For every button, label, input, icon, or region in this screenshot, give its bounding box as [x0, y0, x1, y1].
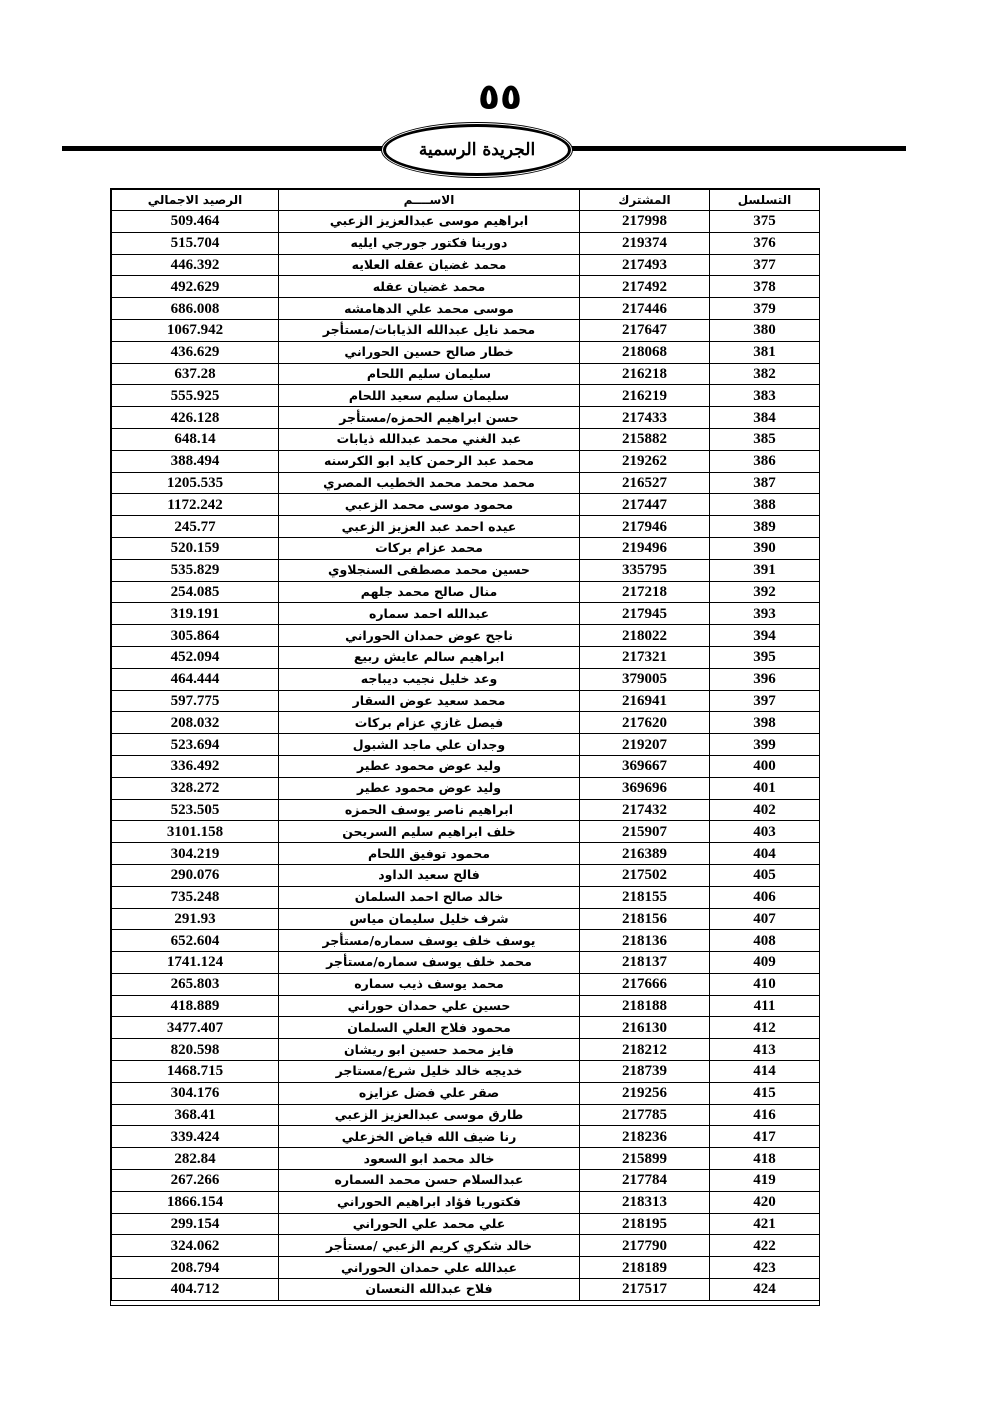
serial-cell: 384: [710, 407, 820, 429]
name-cell: ابراهيم موسى عبدالعزيز الزعبي: [279, 211, 580, 233]
table-row: [112, 232, 820, 254]
serial-cell: 424: [710, 1279, 820, 1301]
name-cell: محمد سعيد عوض السقار: [279, 690, 580, 712]
table-row: [112, 1104, 820, 1126]
serial-cell: 420: [710, 1191, 820, 1213]
name-cell: وليد عوض محمود عطير: [279, 755, 580, 777]
table-row: [112, 603, 820, 625]
table-row: [112, 668, 820, 690]
subscriber-cell: 217647: [580, 319, 710, 341]
subscriber-cell: 219496: [580, 537, 710, 559]
table-body: [112, 211, 820, 1301]
subscriber-cell: 216941: [580, 690, 710, 712]
serial-cell: 405: [710, 864, 820, 886]
table-row: [112, 646, 820, 668]
subscriber-cell: 379005: [580, 668, 710, 690]
balance-cell: 637.28: [112, 363, 279, 385]
balance-cell: 523.694: [112, 734, 279, 756]
table-row: [112, 472, 820, 494]
name-cell: يوسف خلف يوسف سماره/مستأجر: [279, 930, 580, 952]
name-cell: خالد محمد ابو السعود: [279, 1148, 580, 1170]
table-row: [112, 821, 820, 843]
balance-cell: 1172.242: [112, 494, 279, 516]
table-row: [112, 1213, 820, 1235]
subscriber-cell: 217502: [580, 864, 710, 886]
serial-cell: 398: [710, 712, 820, 734]
balance-cell: 492.629: [112, 276, 279, 298]
table-row: [112, 385, 820, 407]
table-row: [112, 1126, 820, 1148]
balance-cell: 1866.154: [112, 1191, 279, 1213]
balance-cell: 254.085: [112, 581, 279, 603]
name-cell: محمد يوسف ذيب سماره: [279, 973, 580, 995]
balance-cell: 299.154: [112, 1213, 279, 1235]
serial-cell: 385: [710, 428, 820, 450]
name-cell: خطار صالح حسين الحوراني: [279, 341, 580, 363]
balance-cell: 388.494: [112, 450, 279, 472]
table-row: [112, 319, 820, 341]
balance-cell: 319.191: [112, 603, 279, 625]
name-cell: رنا ضيف الله فياض الخزعلي: [279, 1126, 580, 1148]
table-header-row: [112, 190, 820, 211]
subscriber-cell: 218155: [580, 886, 710, 908]
balance-cell: 436.629: [112, 341, 279, 363]
subscriber-cell: 217432: [580, 799, 710, 821]
balance-cell: 305.864: [112, 625, 279, 647]
balance-cell: 339.424: [112, 1126, 279, 1148]
name-cell: فيصل غازي عزام بركات: [279, 712, 580, 734]
serial-cell: 400: [710, 755, 820, 777]
table-row: [112, 254, 820, 276]
serial-cell: 390: [710, 537, 820, 559]
name-cell: دورينا فكتور جورجي ايليه: [279, 232, 580, 254]
table-row: [112, 799, 820, 821]
serial-cell: 415: [710, 1082, 820, 1104]
table-row: [112, 886, 820, 908]
balance-cell: 336.492: [112, 755, 279, 777]
balance-cell: 208.032: [112, 712, 279, 734]
serial-cell: 380: [710, 319, 820, 341]
page-number: ٥٥: [478, 77, 522, 118]
name-cell: خالد صالح احمد السلمان: [279, 886, 580, 908]
balance-cell: 555.925: [112, 385, 279, 407]
balance-cell: 304.219: [112, 843, 279, 865]
serial-cell: 409: [710, 952, 820, 974]
subscriber-cell: 217784: [580, 1170, 710, 1192]
name-cell: وعد خليل نجيب ديباجه: [279, 668, 580, 690]
name-cell: فكتوريا فؤاد ابراهيم الحوراني: [279, 1191, 580, 1213]
serial-cell: 381: [710, 341, 820, 363]
serial-cell: 387: [710, 472, 820, 494]
name-cell: سليمان سليم سعيد اللحام: [279, 385, 580, 407]
balance-cell: 597.775: [112, 690, 279, 712]
subscriber-cell: 216218: [580, 363, 710, 385]
balance-cell: 735.248: [112, 886, 279, 908]
balance-cell: 1205.535: [112, 472, 279, 494]
name-cell: عبدالله احمد سماره: [279, 603, 580, 625]
name-cell: حسين علي حمدان حوراني: [279, 995, 580, 1017]
name-cell: شرف خليل سليمان مياس: [279, 908, 580, 930]
table-row: [112, 908, 820, 930]
table-row: [112, 211, 820, 233]
name-cell: محمود موسى محمد الزعبي: [279, 494, 580, 516]
table-row: [112, 1061, 820, 1083]
serial-cell: 423: [710, 1257, 820, 1279]
subscriber-cell: 218236: [580, 1126, 710, 1148]
serial-cell: 408: [710, 930, 820, 952]
balance-cell: 368.41: [112, 1104, 279, 1126]
serial-cell: 389: [710, 516, 820, 538]
table-row: [112, 734, 820, 756]
name-cell: محمد خلف يوسف سماره/مستأجر: [279, 952, 580, 974]
subscriber-cell: 217785: [580, 1104, 710, 1126]
balance-cell: 652.604: [112, 930, 279, 952]
serial-cell: 418: [710, 1148, 820, 1170]
table-row: [112, 1017, 820, 1039]
name-cell: وجدان علي ماجد الشبول: [279, 734, 580, 756]
subscriber-cell: 217433: [580, 407, 710, 429]
subscriber-cell: 217998: [580, 211, 710, 233]
subscriber-cell: 218137: [580, 952, 710, 974]
serial-cell: 416: [710, 1104, 820, 1126]
serial-cell: 414: [710, 1061, 820, 1083]
balance-cell: 452.094: [112, 646, 279, 668]
table-row: [112, 995, 820, 1017]
serial-cell: 382: [710, 363, 820, 385]
serial-cell: 377: [710, 254, 820, 276]
table-row: [112, 407, 820, 429]
serial-cell: 379: [710, 298, 820, 320]
balance-cell: 1468.715: [112, 1061, 279, 1083]
serial-cell: 388: [710, 494, 820, 516]
table-row: [112, 864, 820, 886]
name-cell: محمد غضيان عقله: [279, 276, 580, 298]
column-header-subscriber: المشترك: [580, 190, 710, 211]
balance-cell: 1741.124: [112, 952, 279, 974]
table-row: [112, 341, 820, 363]
subscriber-cell: 218195: [580, 1213, 710, 1235]
subscriber-cell: 218313: [580, 1191, 710, 1213]
table-row: [112, 1257, 820, 1279]
table-row: [112, 712, 820, 734]
serial-cell: 399: [710, 734, 820, 756]
table-row: [112, 537, 820, 559]
table-row: [112, 428, 820, 450]
serial-cell: 411: [710, 995, 820, 1017]
name-cell: محمد غضيان عقله العلايه: [279, 254, 580, 276]
serial-cell: 406: [710, 886, 820, 908]
table-row: [112, 1170, 820, 1192]
name-cell: صقر علي فضل عزايزه: [279, 1082, 580, 1104]
table-row: [112, 1082, 820, 1104]
serial-cell: 394: [710, 625, 820, 647]
balance-cell: 648.14: [112, 428, 279, 450]
subscriber-cell: 215882: [580, 428, 710, 450]
balance-cell: 208.794: [112, 1257, 279, 1279]
table-row: [112, 559, 820, 581]
balance-cell: 535.829: [112, 559, 279, 581]
subscriber-cell: 215907: [580, 821, 710, 843]
subscriber-cell: 218212: [580, 1039, 710, 1061]
balance-cell: 426.128: [112, 407, 279, 429]
column-header-name: الاســــم: [279, 190, 580, 211]
table-row: [112, 1039, 820, 1061]
serial-cell: 410: [710, 973, 820, 995]
subscriber-cell: 216219: [580, 385, 710, 407]
serial-cell: 402: [710, 799, 820, 821]
name-cell: فايز محمد حسين ابو ريشان: [279, 1039, 580, 1061]
serial-cell: 395: [710, 646, 820, 668]
balance-cell: 520.159: [112, 537, 279, 559]
subscriber-cell: 217447: [580, 494, 710, 516]
name-cell: فالح سعيد الداود: [279, 864, 580, 886]
subscriber-cell: 218022: [580, 625, 710, 647]
subscriber-cell: 217321: [580, 646, 710, 668]
subscriber-cell: 219207: [580, 734, 710, 756]
table-row: [112, 1235, 820, 1257]
subscriber-cell: 218136: [580, 930, 710, 952]
subscriber-cell: 215899: [580, 1148, 710, 1170]
serial-cell: 401: [710, 777, 820, 799]
serial-cell: 413: [710, 1039, 820, 1061]
balance-cell: 464.444: [112, 668, 279, 690]
serial-cell: 421: [710, 1213, 820, 1235]
table-row: [112, 494, 820, 516]
table-row: [112, 1191, 820, 1213]
subscriber-cell: 217945: [580, 603, 710, 625]
gazette-title: الجريدة الرسمية: [418, 140, 536, 160]
name-cell: محمد نايل عبدالله الذيابات/مستأجر: [279, 319, 580, 341]
subscriber-cell: 335795: [580, 559, 710, 581]
table-row: [112, 298, 820, 320]
balance-cell: 515.704: [112, 232, 279, 254]
balance-cell: 418.889: [112, 995, 279, 1017]
serial-cell: 417: [710, 1126, 820, 1148]
balance-cell: 446.392: [112, 254, 279, 276]
serial-cell: 391: [710, 559, 820, 581]
name-cell: حسن ابراهيم الحمزه/مستأجر: [279, 407, 580, 429]
subscriber-cell: 218068: [580, 341, 710, 363]
subscriber-cell: 219262: [580, 450, 710, 472]
balance-cell: 820.598: [112, 1039, 279, 1061]
balance-cell: 3101.158: [112, 821, 279, 843]
subscriber-cell: 216130: [580, 1017, 710, 1039]
name-cell: خديجه خالد خليل شرع/مستاجر: [279, 1061, 580, 1083]
balance-cell: 291.93: [112, 908, 279, 930]
name-cell: علي محمد علي الحوراني: [279, 1213, 580, 1235]
subscriber-cell: 218188: [580, 995, 710, 1017]
name-cell: منال صالح محمد جلهم: [279, 581, 580, 603]
balance-cell: 523.505: [112, 799, 279, 821]
balance-cell: 267.266: [112, 1170, 279, 1192]
serial-cell: 422: [710, 1235, 820, 1257]
table-row: [112, 930, 820, 952]
serial-cell: 397: [710, 690, 820, 712]
name-cell: خلف ابراهيم سليم السريحن: [279, 821, 580, 843]
serial-cell: 396: [710, 668, 820, 690]
name-cell: طارق موسى عبدالعزيز الزعبي: [279, 1104, 580, 1126]
serial-cell: 393: [710, 603, 820, 625]
serial-cell: 376: [710, 232, 820, 254]
serial-cell: 407: [710, 908, 820, 930]
name-cell: محمود فلاح العلي السلمان: [279, 1017, 580, 1039]
balance-cell: 509.464: [112, 211, 279, 233]
name-cell: محمد عزام بركات: [279, 537, 580, 559]
name-cell: محمد محمد محمد الخطيب المصري: [279, 472, 580, 494]
balance-cell: 328.272: [112, 777, 279, 799]
name-cell: محمد عبد الرحمن كايد ابو الكرسنه: [279, 450, 580, 472]
subscriber-cell: 369696: [580, 777, 710, 799]
balance-cell: 265.803: [112, 973, 279, 995]
table-row: [112, 363, 820, 385]
serial-cell: 404: [710, 843, 820, 865]
name-cell: خالد شكري كريم الزعبي /مستأجر: [279, 1235, 580, 1257]
name-cell: محمود توفيق اللحام: [279, 843, 580, 865]
subscriber-cell: 369667: [580, 755, 710, 777]
balance-cell: 3477.407: [112, 1017, 279, 1039]
subscriber-cell: 217517: [580, 1279, 710, 1301]
name-cell: سليمان سليم اللحام: [279, 363, 580, 385]
name-cell: ناجح عوض حمدان الحوراني: [279, 625, 580, 647]
serial-cell: 412: [710, 1017, 820, 1039]
serial-cell: 419: [710, 1170, 820, 1192]
serial-cell: 386: [710, 450, 820, 472]
balance-cell: 1067.942: [112, 319, 279, 341]
subscriber-cell: 217218: [580, 581, 710, 603]
subscriber-cell: 217946: [580, 516, 710, 538]
table-row: [112, 581, 820, 603]
table-row: [112, 1279, 820, 1301]
subscriber-cell: 218156: [580, 908, 710, 930]
table-row: [112, 973, 820, 995]
name-cell: ابراهيم ناصر يوسف الحمزه: [279, 799, 580, 821]
name-cell: عيده احمد عبد العزيز الزعبي: [279, 516, 580, 538]
table-row: [112, 516, 820, 538]
table-row: [112, 450, 820, 472]
name-cell: موسى محمد علي الدهامشه: [279, 298, 580, 320]
subscriber-cell: 217493: [580, 254, 710, 276]
name-cell: عبدالسلام حسن محمد السماره: [279, 1170, 580, 1192]
serial-cell: 403: [710, 821, 820, 843]
subscriber-balance-table: [111, 189, 820, 1301]
name-cell: حسين محمد مصطفى السنجلاوي: [279, 559, 580, 581]
subscriber-cell: 217790: [580, 1235, 710, 1257]
table-row: [112, 843, 820, 865]
balance-cell: 304.176: [112, 1082, 279, 1104]
subscriber-cell: 217666: [580, 973, 710, 995]
name-cell: فلاح عبدالله النعسان: [279, 1279, 580, 1301]
balance-cell: 282.84: [112, 1148, 279, 1170]
balance-cell: 686.008: [112, 298, 279, 320]
subscriber-cell: 218189: [580, 1257, 710, 1279]
subscriber-cell: 217620: [580, 712, 710, 734]
subscriber-cell: 217492: [580, 276, 710, 298]
table-row: [112, 777, 820, 799]
serial-cell: 383: [710, 385, 820, 407]
balance-cell: 245.77: [112, 516, 279, 538]
subscriber-cell: 217446: [580, 298, 710, 320]
column-header-balance: الرصيد الاجمالي: [112, 190, 279, 211]
subscriber-cell: 219256: [580, 1082, 710, 1104]
name-cell: عبد الغني محمد عبدالله ذيابات: [279, 428, 580, 450]
balance-cell: 324.062: [112, 1235, 279, 1257]
name-cell: وليد عوض محمود عطير: [279, 777, 580, 799]
name-cell: ابراهيم سالم عايش ربيع: [279, 646, 580, 668]
table-row: [112, 690, 820, 712]
subscriber-cell: 219374: [580, 232, 710, 254]
table-row: [112, 952, 820, 974]
serial-cell: 378: [710, 276, 820, 298]
column-header-serial: التسلسل: [710, 190, 820, 211]
gazette-title-oval: [383, 124, 571, 176]
table-row: [112, 1148, 820, 1170]
subscriber-cell: 218739: [580, 1061, 710, 1083]
serial-cell: 375: [710, 211, 820, 233]
table-row: [112, 755, 820, 777]
table-row: [112, 276, 820, 298]
balance-cell: 290.076: [112, 864, 279, 886]
balance-cell: 404.712: [112, 1279, 279, 1301]
serial-cell: 392: [710, 581, 820, 603]
name-cell: عبدالله علي حمدان الحوراني: [279, 1257, 580, 1279]
subscriber-cell: 216527: [580, 472, 710, 494]
subscriber-cell: 216389: [580, 843, 710, 865]
table-row: [112, 625, 820, 647]
